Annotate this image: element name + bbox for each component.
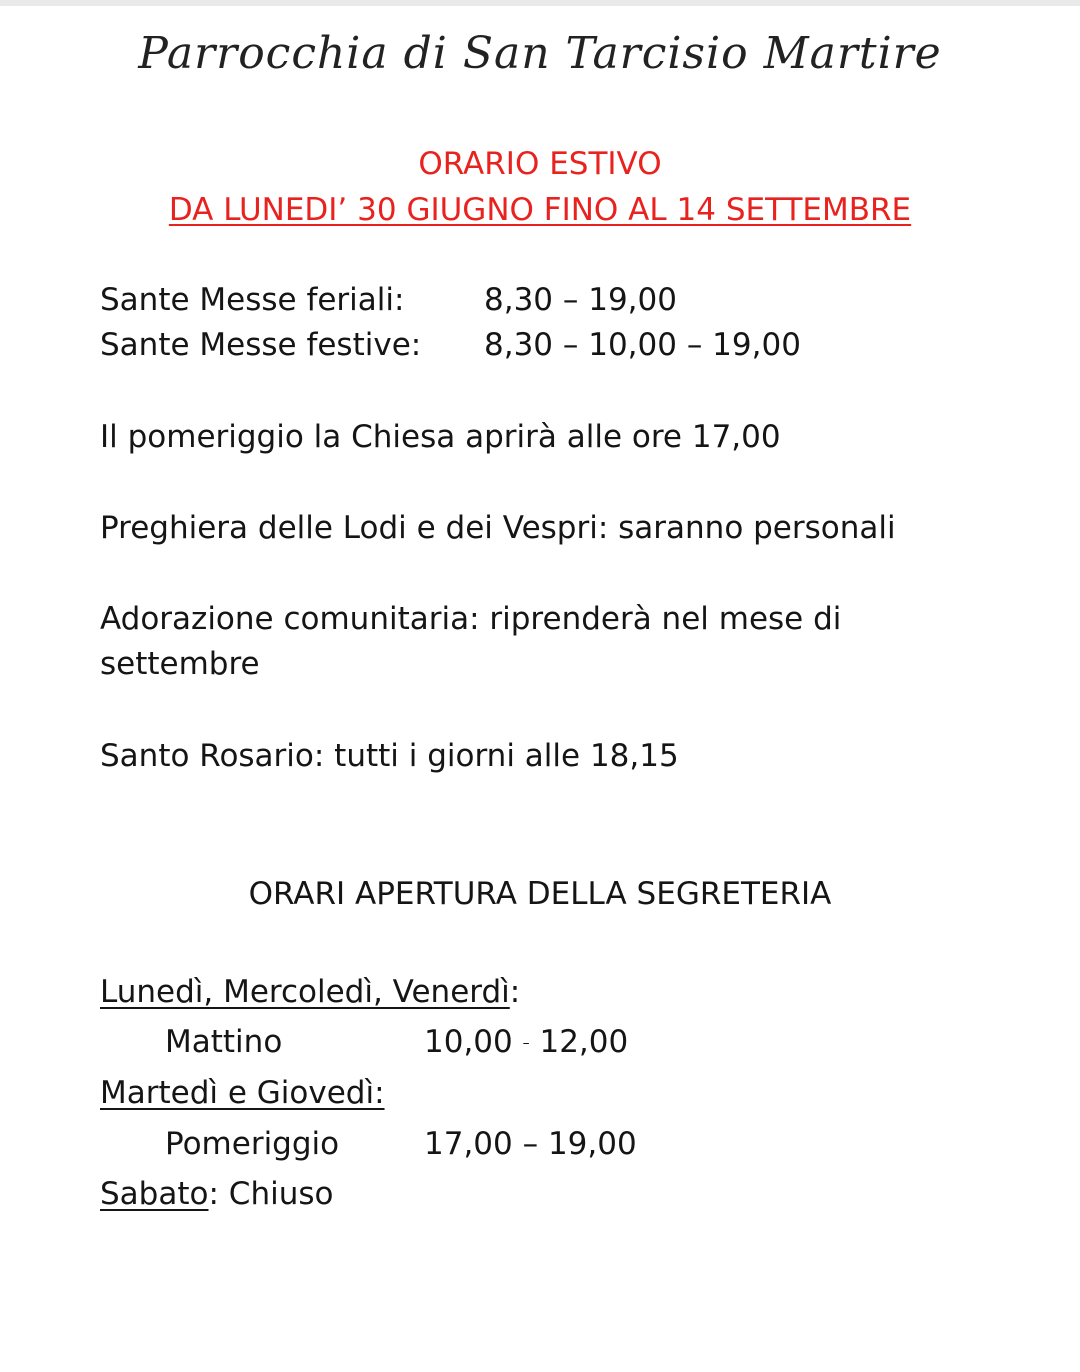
morning-separator: – — [522, 1035, 530, 1052]
office-days-group1 — [100, 974, 520, 1010]
office-time-afternoon: 17,00 – 19,00 — [424, 1126, 637, 1162]
adoration-note-line1: Adorazione comunitaria: riprenderà nel mese di — [100, 601, 842, 637]
holiday-mass-label: Sante Messe festive: — [100, 327, 422, 363]
rosary-note: Santo Rosario: tutti i giorni alle 18,15 — [100, 738, 679, 774]
adoration-note-line2: settembre — [100, 646, 260, 682]
office-days-group1-label: Lunedì, Mercoledì, Venerdì — [100, 974, 510, 1010]
office-days-group2: Martedì e Giovedì: — [100, 1075, 385, 1111]
office-slot-afternoon: Pomeriggio — [165, 1126, 340, 1162]
office-saturday — [100, 1176, 333, 1212]
afternoon-opening-note: Il pomeriggio la Chiesa aprirà alle ore 17,00 — [100, 419, 781, 455]
weekday-mass-times: 8,30 – 19,00 — [484, 282, 677, 318]
office-slot-morning: Mattino — [165, 1024, 283, 1060]
colon: : — [509, 974, 521, 1010]
page-title: Parrocchia di San Tarcisio Martire — [138, 28, 942, 79]
summer-heading: ORARIO ESTIVO — [418, 146, 662, 182]
summer-period: DA LUNEDI’ 30 GIUGNO FINO AL 14 SETTEMBRE — [168, 192, 912, 228]
holiday-mass-times: 8,30 – 10,00 – 19,00 — [484, 327, 801, 363]
colon: : — [208, 1176, 229, 1212]
morning-start: 10,00 — [424, 1024, 513, 1060]
top-bar — [0, 0, 1080, 6]
morning-end: 12,00 — [539, 1024, 629, 1060]
saturday-label: Sabato — [100, 1176, 209, 1212]
office-time-morning — [424, 1024, 628, 1060]
weekday-mass-label: Sante Messe feriali: — [100, 282, 405, 318]
prayer-note: Preghiera delle Lodi e dei Vespri: saranno personali — [100, 510, 896, 546]
office-hours-heading: ORARI APERTURA DELLA SEGRETERIA — [248, 876, 832, 912]
saturday-status: Chiuso — [228, 1176, 334, 1212]
